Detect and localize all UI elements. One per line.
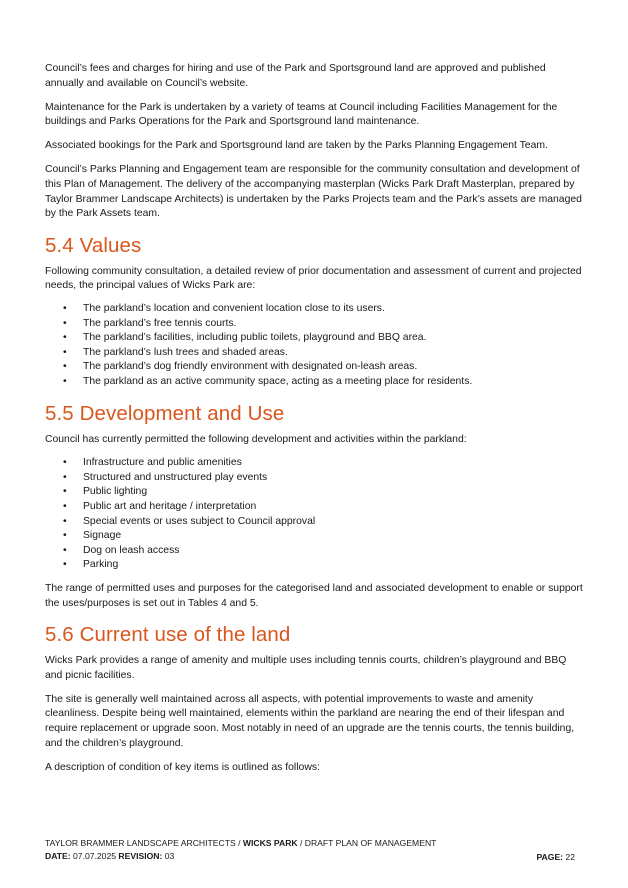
bullet-icon: • (63, 486, 67, 498)
list-item: • Public art and heritage / interpretation (45, 500, 585, 515)
intro-paragraph-2: Maintenance for the Park is undertaken by a variety of teams at Council including Facilities Management for the buildings and Parks Operations for the Park and Sportsground land maintenance. (45, 101, 558, 128)
footer-date: 07.07.2025 (70, 850, 119, 861)
bullet-icon: • (63, 346, 67, 358)
bullet-icon: • (63, 559, 67, 571)
list-item: • The parkland’s facilities, including public toilets, playground and BBQ area. (45, 331, 585, 346)
list-item: • Parking (45, 558, 585, 573)
bullet-icon: • (63, 457, 67, 469)
page-footer (45, 837, 585, 862)
list-item: • The parkland’s location and convenient location close to its users. (45, 302, 585, 317)
current-use-paragraph-2: The site is generally well maintained across all aspects, with potential improvements to waste and amenity cleanliness. Despite being well maintained, elements within the parkland are nearing the end of their lifespan and require replacement or upgrade soon. Most notably in need of an upgrade are the tennis courts, the tennis building, and the children’s playground. (45, 693, 575, 749)
page-number: PAGE: 22 (536, 852, 575, 862)
bullet-icon: • (63, 332, 67, 344)
development-list (45, 456, 585, 573)
bullet-icon: • (63, 515, 67, 527)
footer-project: WICKS PARK (242, 838, 298, 848)
list-item: • Signage (45, 529, 585, 544)
bullet-icon: • (63, 317, 67, 329)
bullet-icon: • (63, 500, 67, 512)
intro-paragraph-3: Associated bookings for the Park and Sportsground land are taken by the Parks Planning Engagement Team. (45, 140, 548, 152)
values-list (45, 302, 585, 390)
list-item: • Infrastructure and public amenities (45, 456, 585, 471)
section-heading-values: 5.4 Values (45, 233, 142, 257)
section-heading-development: 5.5 Development and Use (45, 401, 285, 425)
current-use-paragraph-1: Wicks Park provides a range of amenity and multiple uses including tennis courts, children’s playground and BBQ and picnic facilities. (45, 655, 567, 681)
list-item: • Structured and unstructured play events (45, 471, 585, 486)
document-page (45, 62, 585, 785)
bullet-icon: • (63, 544, 67, 556)
list-item: • The parkland’s free tennis courts. (45, 317, 585, 332)
footer-meta: DATE: 07.07.2025 REVISION: 03 (45, 850, 175, 861)
list-item: • The parkland’s lush trees and shaded areas. (45, 346, 585, 361)
development-outro: The range of permitted uses and purposes for the categorised land and associated development to enable or support the uses/purposes is set out in Tables 4 and 5. (45, 582, 583, 609)
list-item: • The parkland’s dog friendly environment with designated on-leash areas. (45, 360, 585, 375)
footer-revision: 03 (162, 850, 175, 861)
bullet-icon: • (63, 471, 67, 483)
intro-paragraph-1: Council’s fees and charges for hiring and use of the Park and Sportsground land are approved and published annually and available on Council’s website. (45, 63, 546, 89)
list-item: • Dog on leash access (45, 544, 585, 559)
current-use-paragraph-3: A description of condition of key items is outlined as follows: (45, 761, 320, 773)
list-item: • Special events or uses subject to Council approval (45, 515, 585, 530)
bullet-icon: • (63, 530, 67, 542)
bullet-icon: • (63, 303, 67, 315)
values-intro: Following community consultation, a detailed review of prior documentation and assessment of current and projected needs, the principal values of Wicks Park are: (45, 265, 582, 292)
bullet-icon: • (63, 376, 67, 387)
development-intro: Council has currently permitted the following development and activities within the parkland: (45, 433, 467, 445)
section-heading-current-use: 5.6 Current use of the land (45, 623, 291, 647)
list-item: • Public lighting (45, 485, 585, 500)
bullet-icon: • (63, 361, 67, 373)
list-item: • The parkland as an active community space, acting as a meeting place for residents. (45, 375, 585, 390)
intro-paragraph-4: Council’s Parks Planning and Engagement team are responsible for the community consultation and development of this Plan of Management. The delivery of the accompanying masterplan (Wicks Park Draft Masterplan, prepared by Taylor Brammer Landscape Architects) is undertaken by the Parks Projects team and the Park’s assets are managed by the Park Assets team. (45, 164, 582, 220)
footer-title: TAYLOR BRAMMER LANDSCAPE ARCHITECTS / WICKS PARK / DRAFT PLAN OF MANAGEMENT (45, 838, 437, 848)
